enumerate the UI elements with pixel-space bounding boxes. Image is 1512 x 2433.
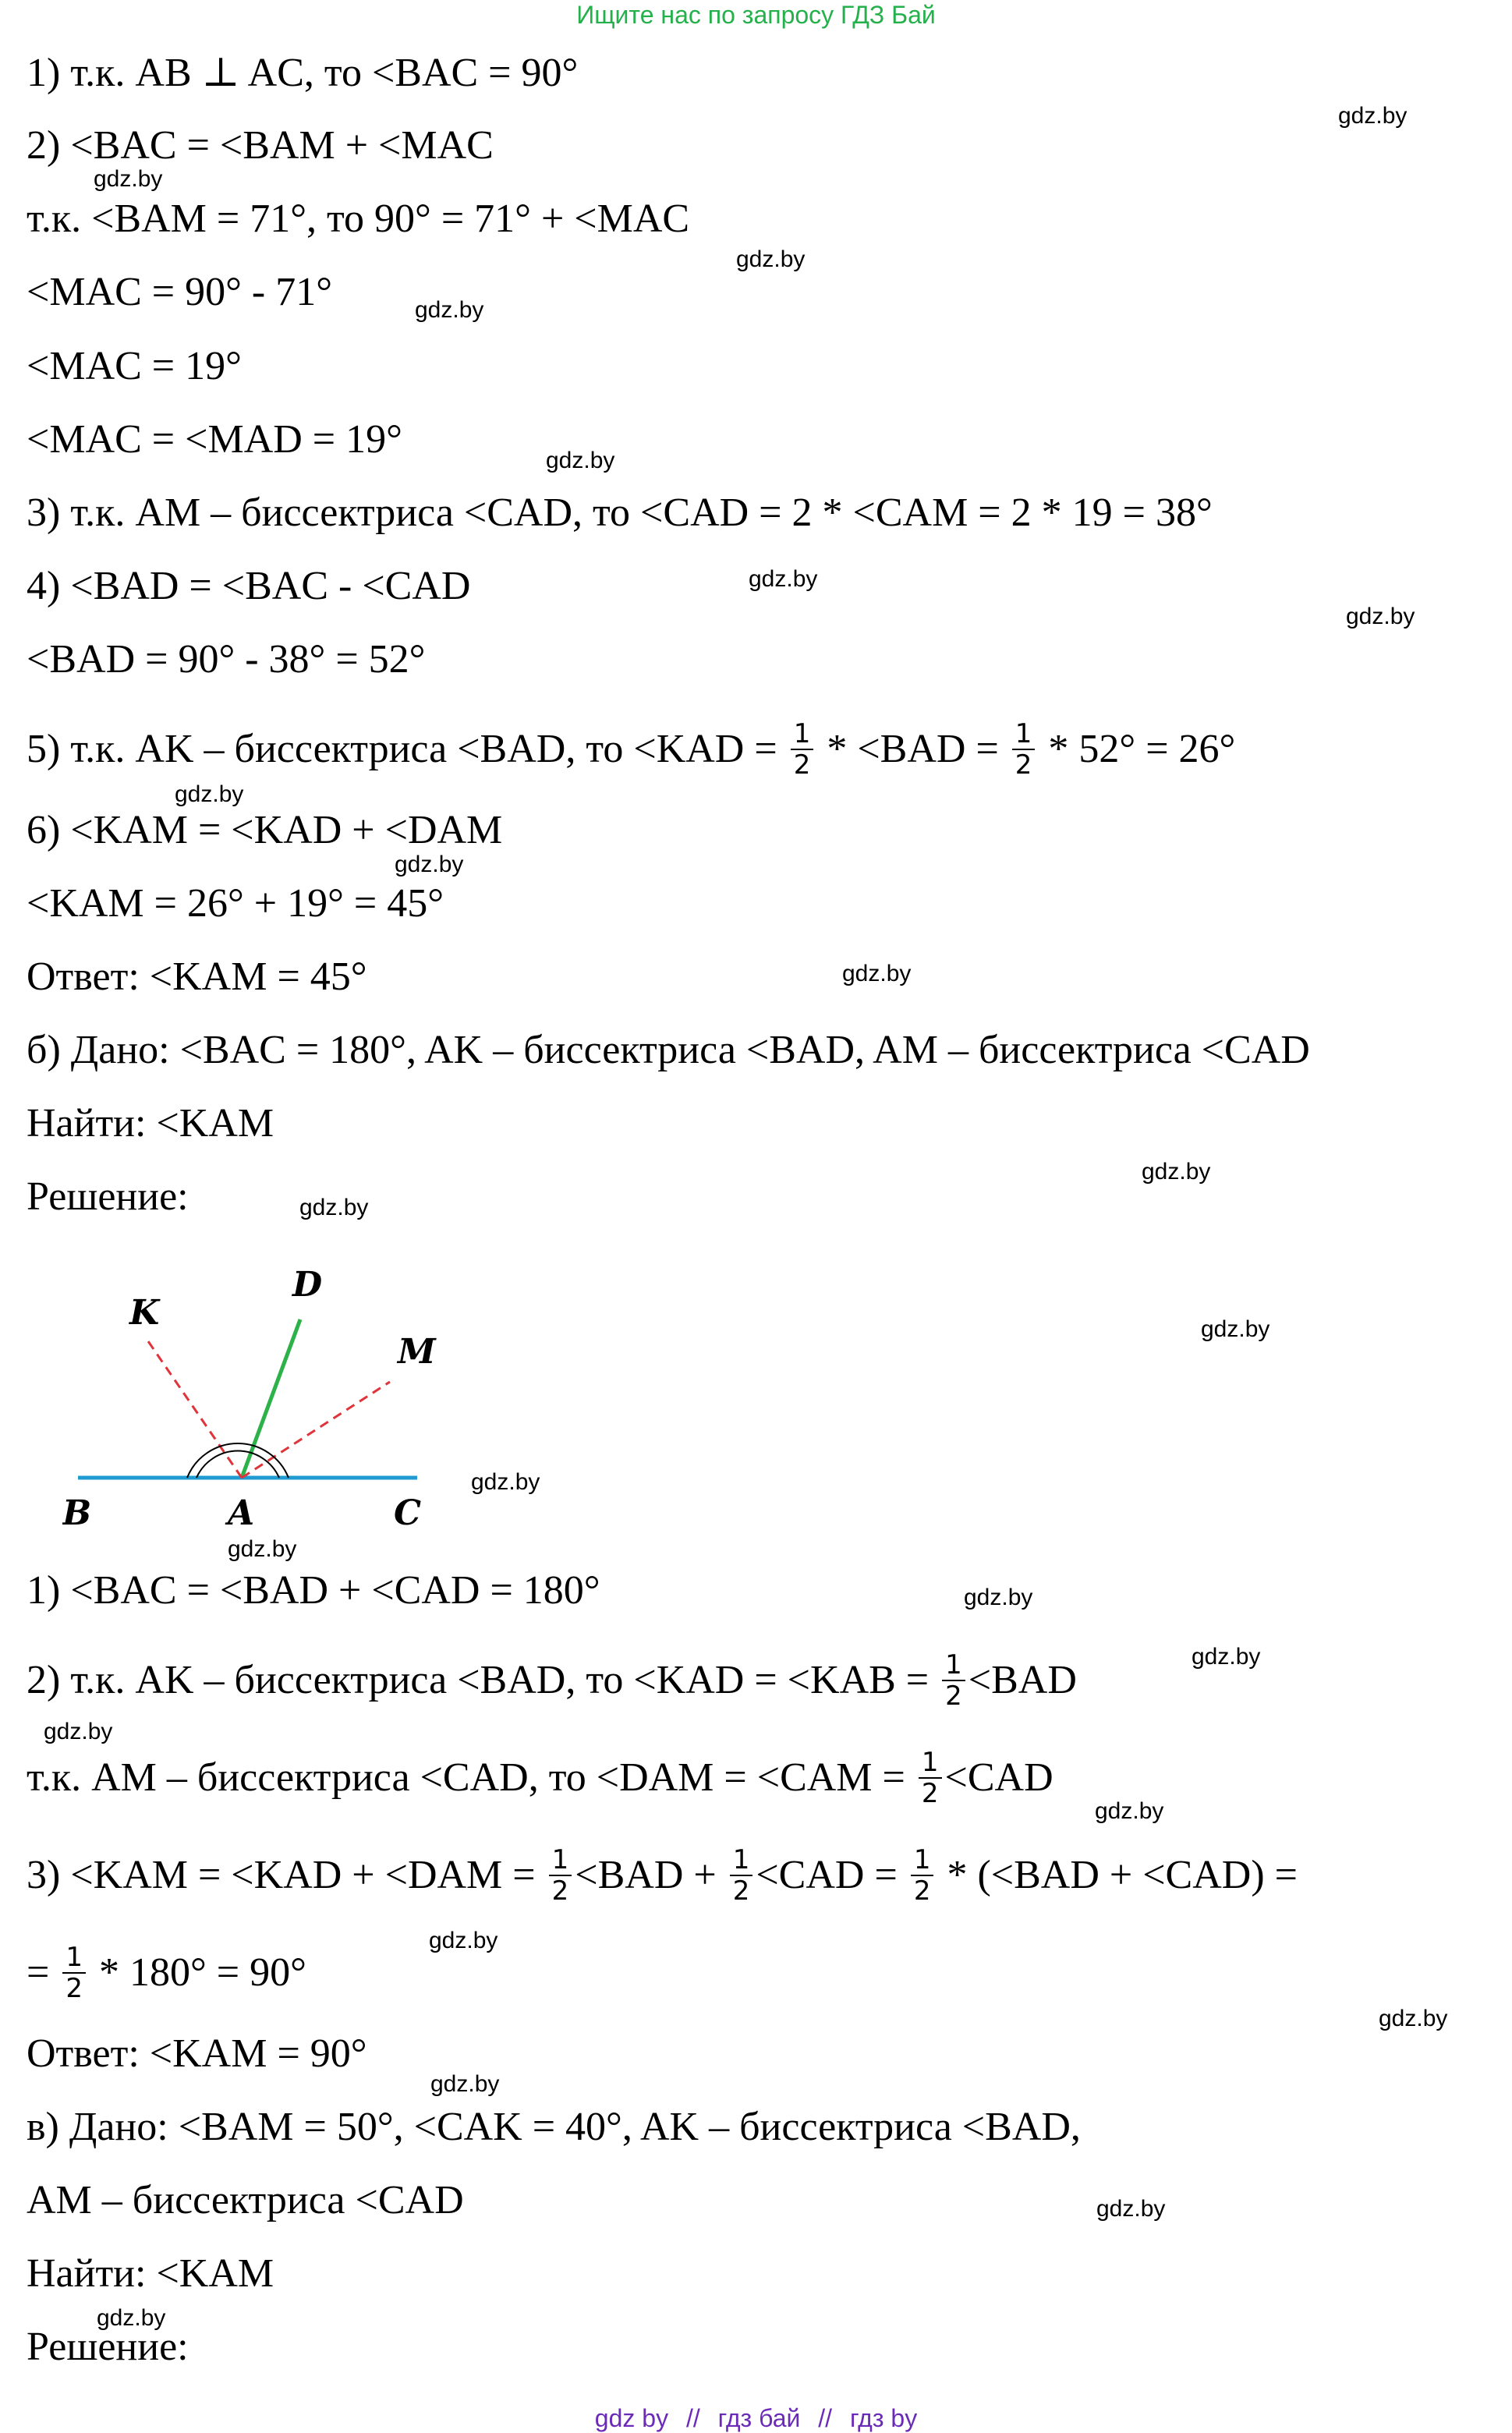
solution-line: <MAC = 19° (27, 344, 242, 388)
step-4-line: 4) <BAD = <BAC - <CAD (27, 564, 471, 608)
watermark: gdz.by (430, 2071, 500, 2097)
answer-line: Ответ: <KAM = 45° (27, 954, 367, 999)
label-k: K (129, 1293, 160, 1333)
text-segment: т.к. AM – биссектриса <CAD, то <DAM = <CAM = (27, 1755, 905, 1800)
fraction-numerator: 1 (911, 1845, 934, 1876)
fraction-denominator: 2 (1014, 749, 1032, 781)
footer-link[interactable]: гдз by (849, 2404, 918, 2432)
fraction-numerator: 1 (549, 1845, 572, 1876)
fraction (942, 1650, 965, 1711)
fraction-denominator: 2 (551, 1875, 569, 1907)
fraction (911, 1845, 934, 1906)
footer-separator: // (685, 2404, 700, 2432)
step-2-line (27, 1649, 1077, 1714)
text-segment: <BAD + (575, 1852, 717, 1897)
label-d: D (292, 1265, 323, 1305)
step-3-line (27, 1844, 1298, 1909)
fraction (919, 1748, 942, 1808)
step-5-line (27, 718, 1236, 783)
step-1-line: 1) <BAC = <BAD + <CAD = 180° (27, 1568, 600, 1613)
fraction (791, 719, 814, 780)
watermark: gdz.by (44, 1719, 113, 1744)
fraction-numerator: 1 (942, 1650, 965, 1681)
text-segment: * (<BAD + <CAD) = (947, 1852, 1298, 1897)
label-b: B (62, 1493, 92, 1533)
footer-links (0, 2403, 1512, 2433)
solution-line: т.к. <BAM = 71°, то 90° = 71° + <MAC (27, 197, 690, 241)
text-segment: <CAD = (756, 1852, 898, 1897)
watermark: gdz.by (1096, 2196, 1166, 2222)
find-line: Найти: <KAM (27, 1101, 274, 1146)
watermark: gdz.by (94, 166, 163, 192)
find-line: Найти: <KAM (27, 2251, 274, 2296)
fraction-denominator: 2 (945, 1680, 962, 1712)
step-6-line: 6) <KAM = <KAD + <DAM (27, 808, 503, 852)
fraction-denominator: 2 (913, 1875, 931, 1907)
geometry-figure (62, 1255, 468, 1544)
watermark: gdz.by (546, 448, 615, 473)
fraction-denominator: 2 (921, 1778, 939, 1809)
fraction-numerator: 1 (730, 1845, 753, 1876)
watermark: gdz.by (299, 1195, 369, 1220)
text-segment: * <BAD = (827, 726, 999, 771)
solution-heading: Решение: (27, 1174, 189, 1219)
solution-line (27, 1747, 1053, 1811)
footer-link[interactable]: гдз бай (717, 2404, 801, 2432)
watermark: gdz.by (97, 2305, 166, 2331)
text-segment: * 180° = 90° (98, 1950, 306, 1995)
watermark: gdz.by (842, 961, 912, 986)
text-segment: 2) т.к. AK – биссектриса <BAD, то <KAD = <KAB = (27, 1657, 930, 1702)
fraction-numerator: 1 (791, 719, 814, 750)
header-banner: Ищите нас по запросу ГДЗ Бай (576, 1, 936, 29)
watermark: gdz.by (395, 852, 464, 877)
fraction-denominator: 2 (793, 749, 811, 781)
footer-separator: // (818, 2404, 833, 2432)
given-line: AM – биссектриса <CAD (27, 2178, 464, 2222)
watermark: gdz.by (1346, 604, 1415, 629)
fraction (549, 1845, 572, 1906)
fraction-denominator: 2 (66, 1973, 83, 2004)
label-a: A (228, 1493, 255, 1533)
text-segment: <BAD (968, 1657, 1077, 1702)
fraction (1012, 719, 1036, 780)
step-2-line: 2) <BAC = <BAM + <MAC (27, 123, 494, 168)
step-1-line: 1) т.к. AB ⊥ AC, то <BAC = 90° (27, 51, 579, 95)
watermark: gdz.by (415, 297, 484, 323)
footer-link[interactable]: gdz by (594, 2404, 669, 2432)
given-line: в) Дано: <BAM = 50°, <CAK = 40°, AK – биссектриса <BAD, (27, 2105, 1081, 2149)
text-segment: * 52° = 26° (1048, 726, 1236, 771)
watermark: gdz.by (1338, 103, 1408, 129)
watermark: gdz.by (1095, 1798, 1164, 1824)
solution-heading: Решение: (27, 2325, 189, 2369)
fraction (730, 1845, 753, 1906)
solution-line: <MAC = <MAD = 19° (27, 417, 402, 462)
watermark: gdz.by (749, 566, 818, 592)
fraction-numerator: 1 (1012, 719, 1036, 750)
watermark: gdz.by (228, 1536, 297, 1562)
fraction-numerator: 1 (919, 1748, 942, 1779)
bisector-ak (148, 1341, 242, 1478)
label-c: C (394, 1493, 422, 1533)
fraction (62, 1943, 86, 2003)
watermark: gdz.by (1201, 1316, 1270, 1342)
text-segment: 5) т.к. AK – биссектриса <BAD, то <KAD = (27, 726, 777, 771)
watermark: gdz.by (964, 1585, 1033, 1610)
watermark: gdz.by (175, 781, 244, 807)
step-3-line: 3) т.к. AM – биссектриса <CAD, то <CAD = 2 * <CAM = 2 * 19 = 38° (27, 490, 1213, 535)
fraction-numerator: 1 (62, 1943, 86, 1974)
watermark: gdz.by (429, 1928, 498, 1953)
solution-line: <KAM = 26° + 19° = 45° (27, 881, 444, 926)
bisector-am (242, 1382, 390, 1478)
fraction-denominator: 2 (732, 1875, 750, 1907)
watermark: gdz.by (1142, 1159, 1211, 1185)
given-line: б) Дано: <BAC = 180°, AK – биссектриса <BAD, AM – биссектриса <CAD (27, 1028, 1310, 1072)
label-m: M (398, 1332, 436, 1372)
answer-line: Ответ: <KAM = 90° (27, 2031, 367, 2076)
text-segment: <CAD (944, 1755, 1053, 1800)
text-segment: = (27, 1950, 50, 1995)
text-segment: 3) <KAM = <KAD + <DAM = (27, 1852, 536, 1897)
watermark: gdz.by (736, 246, 806, 272)
solution-line: <MAC = 90° - 71° (27, 270, 333, 314)
solution-line (27, 1942, 306, 2006)
watermark: gdz.by (1379, 2006, 1448, 2031)
solution-line: <BAD = 90° - 38° = 52° (27, 637, 426, 682)
watermark: gdz.by (471, 1469, 540, 1495)
watermark: gdz.by (1192, 1644, 1261, 1670)
